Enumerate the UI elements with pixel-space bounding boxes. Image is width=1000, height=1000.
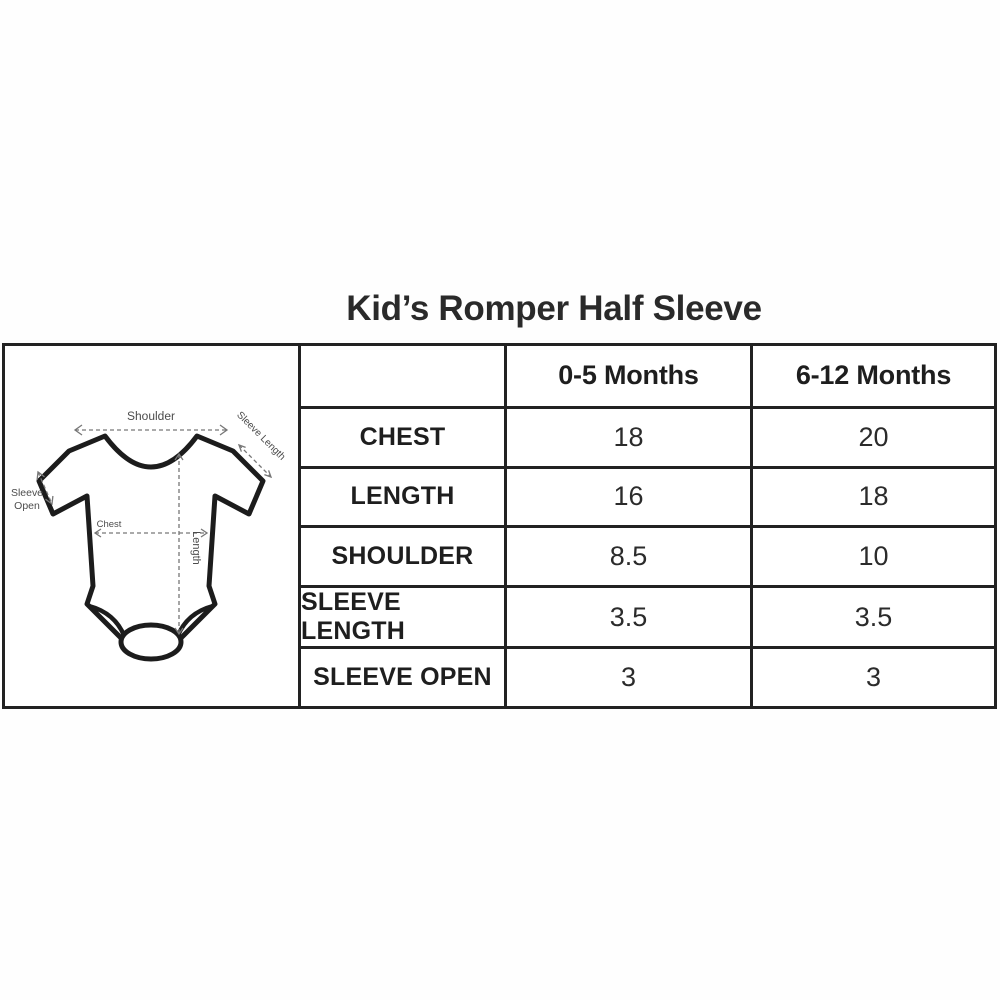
size-chart-table bbox=[2, 343, 997, 709]
row-label-chest: CHEST bbox=[301, 406, 504, 466]
row-label-length: LENGTH bbox=[301, 466, 504, 526]
shoulder-dimension bbox=[75, 409, 227, 435]
row-label-shoulder: SHOULDER bbox=[301, 525, 504, 585]
sleeve-length-value-0-5: 3.5 bbox=[504, 585, 750, 646]
diagram-label-sleeve-open-2: Open bbox=[14, 500, 40, 512]
shoulder-value-6-12: 10 bbox=[750, 525, 994, 585]
diagram-label-sleeve-open-1: Sleeve bbox=[10, 487, 44, 499]
row-label-sleeve-open: SLEEVE OPEN bbox=[301, 646, 504, 706]
column-header-6-12-months: 6-12 Months bbox=[750, 346, 994, 406]
column-header-0-5-months: 0-5 Months bbox=[504, 346, 750, 406]
diagram-label-chest: Chest bbox=[96, 518, 122, 530]
sleeve-open-value-6-12: 3 bbox=[750, 646, 994, 706]
sleeve-open-value-0-5: 3 bbox=[504, 646, 750, 706]
diagram-label-shoulder: Shoulder bbox=[127, 408, 175, 423]
page-title: Kid’s Romper Half Sleeve bbox=[346, 289, 762, 328]
chest-value-0-5: 18 bbox=[504, 406, 750, 466]
diagram-label-sleeve-length: Sleeve Length bbox=[234, 409, 288, 463]
sleeve-length-value-6-12: 3.5 bbox=[750, 585, 994, 646]
length-value-0-5: 16 bbox=[504, 466, 750, 526]
row-label-sleeve-length: SLEEVE LENGTH bbox=[301, 585, 504, 646]
shoulder-value-0-5: 8.5 bbox=[504, 525, 750, 585]
table-corner-cell bbox=[301, 346, 504, 406]
length-value-6-12: 18 bbox=[750, 466, 994, 526]
romper-diagram-cell bbox=[5, 346, 301, 706]
romper-measurement-diagram bbox=[5, 346, 298, 706]
crotch-flap bbox=[121, 625, 181, 659]
romper-outline-icon bbox=[39, 436, 263, 646]
diagram-label-length: Length bbox=[189, 531, 202, 565]
chest-value-6-12: 20 bbox=[750, 406, 994, 466]
